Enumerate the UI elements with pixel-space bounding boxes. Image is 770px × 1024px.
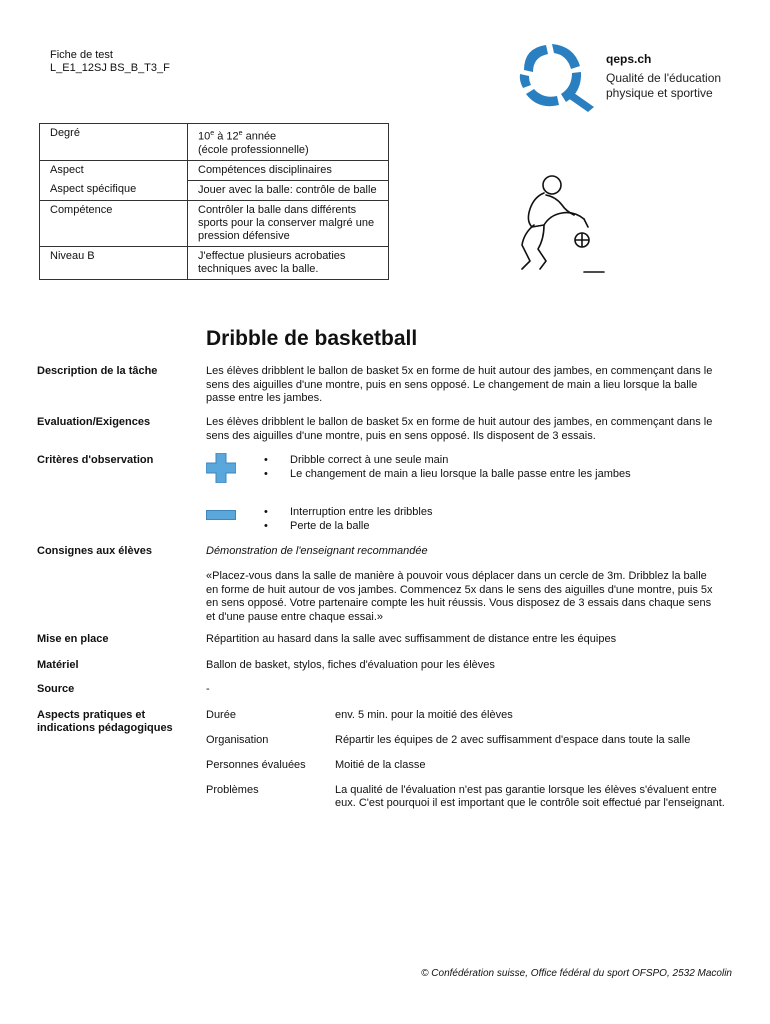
logo-tagline-1: Qualité de l'éducation — [606, 71, 722, 85]
degre-value — [188, 124, 389, 161]
materiel-label: Matériel — [37, 659, 79, 671]
aspect-key-personnes: Personnes évaluées — [206, 759, 306, 771]
competence-value: Contrôler la balle dans différents sports pour la conserver malgré une pression défensive — [188, 200, 389, 246]
degre-school: (école professionnelle) — [198, 143, 309, 156]
aspect-value: Compétences disciplinaires — [188, 160, 389, 180]
degre-label: Degré — [40, 124, 188, 161]
evaluation-label: Evaluation/Exigences — [37, 416, 151, 428]
aspect-value-duree: env. 5 min. pour la moitié des élèves — [335, 709, 513, 721]
meta-row-competence — [40, 200, 389, 246]
basketball-player-illustration — [500, 165, 615, 280]
description-text: Les élèves dribblent le ballon de basket 5x en forme de huit autour des jambes, en commençant dans le sens des aiguilles d'une montre, puis en sens opposé. Le changement de main a lieu lorsque la balle passe entre les jambes. — [206, 365, 713, 404]
fiche-id: L_E1_12SJ BS_B_T3_F — [50, 62, 170, 74]
degre-sup-1: e — [210, 130, 215, 137]
aspect-specifique-label: Aspect spécifique — [40, 180, 188, 200]
copyright-footer: © Confédération suisse, Office fédéral du sport OFSPO, 2532 Macolin — [421, 968, 732, 979]
aspect-key-organisation: Organisation — [206, 734, 269, 746]
meta-row-aspect — [40, 160, 389, 180]
meta-row-degre — [40, 124, 389, 161]
criteria-negative-item: • Perte de la balle — [250, 520, 432, 534]
aspect-key-problemes: Problèmes — [206, 784, 259, 796]
criteria-positive-item: • Dribble correct à une seule main — [250, 454, 631, 468]
description-label: Description de la tâche — [37, 365, 158, 377]
criteria-negative-list — [250, 506, 432, 533]
aspect-value-problemes: La qualité de l'évaluation n'est pas garantie lorsque les élèves s'évaluent entre eux. C'est pourquoi il est important que le contrôle soit effectué par l'enseignant. — [335, 784, 725, 809]
meta-table — [39, 123, 389, 280]
meta-row-aspect-specifique — [40, 180, 389, 200]
niveau-value: J'effectue plusieurs acrobaties techniques avec la balle. — [188, 246, 389, 279]
aspect-value-personnes: Moitié de la classe — [335, 759, 426, 771]
criteres-label: Critères d'observation — [37, 454, 154, 466]
competence-label: Compétence — [40, 200, 188, 246]
criteria-positive-list — [250, 454, 631, 481]
consignes-intro: Démonstration de l'enseignant recommandée — [206, 545, 428, 557]
mise-en-place-label: Mise en place — [37, 633, 109, 645]
plus-icon — [206, 453, 236, 483]
materiel-text: Ballon de basket, stylos, fiches d'évaluation pour les élèves — [206, 659, 495, 671]
degre-sup-2: e — [238, 130, 243, 137]
aspects-label: Aspects pratiques et indications pédagogiques — [37, 709, 173, 734]
fiche-type: Fiche de test — [50, 49, 113, 61]
meta-row-niveau — [40, 246, 389, 279]
degre-mid: à 12 — [214, 130, 239, 143]
consignes-label: Consignes aux élèves — [37, 545, 152, 557]
source-text: - — [206, 683, 210, 695]
consignes-text: «Placez-vous dans la salle de manière à pouvoir vous déplacer dans un cercle de 3m. Dribblez la balle en forme de huit autour de vos jambes. Commencez 5x dans le sens des aiguilles d'une montre, puis 5x en sens opposé. Votre partenaire compte les huit réussis. Vous disposez de 3 essais dans chaque sens et d'une pause entre chaque essai.» — [206, 570, 713, 623]
logo-tagline-2: physique et sportive — [606, 86, 713, 100]
degre-start: 10 — [198, 130, 211, 143]
document-code — [50, 49, 170, 75]
criteria-negative-item: • Interruption entre les dribbles — [250, 506, 432, 520]
aspect-key-duree: Durée — [206, 709, 236, 721]
evaluation-text: Les élèves dribblent le ballon de basket 5x en forme de huit autour des jambes, en commençant dans le sens des aiguilles d'une montre, puis en sens opposé. Ils disposent de 3 essais. — [206, 416, 713, 442]
degre-end: année — [242, 130, 277, 143]
page-title: Dribble de basketball — [206, 327, 418, 350]
logo-domain: qeps.ch — [606, 52, 652, 66]
mise-en-place-text: Répartition au hasard dans la salle avec suffisamment de distance entre les équipes — [206, 633, 617, 645]
minus-icon — [206, 510, 236, 520]
aspect-value-organisation: Répartir les équipes de 2 avec suffisamment d'espace dans toute la salle — [335, 734, 691, 746]
niveau-label: Niveau B — [40, 246, 188, 279]
criteria-positive-item: • Le changement de main a lieu lorsque la balle passe entre les jambes — [250, 468, 631, 482]
source-label: Source — [37, 683, 75, 695]
aspect-label: Aspect — [40, 160, 188, 180]
logo-text — [606, 52, 721, 101]
aspect-specifique-value: Jouer avec la balle: contrôle de balle — [188, 180, 389, 200]
